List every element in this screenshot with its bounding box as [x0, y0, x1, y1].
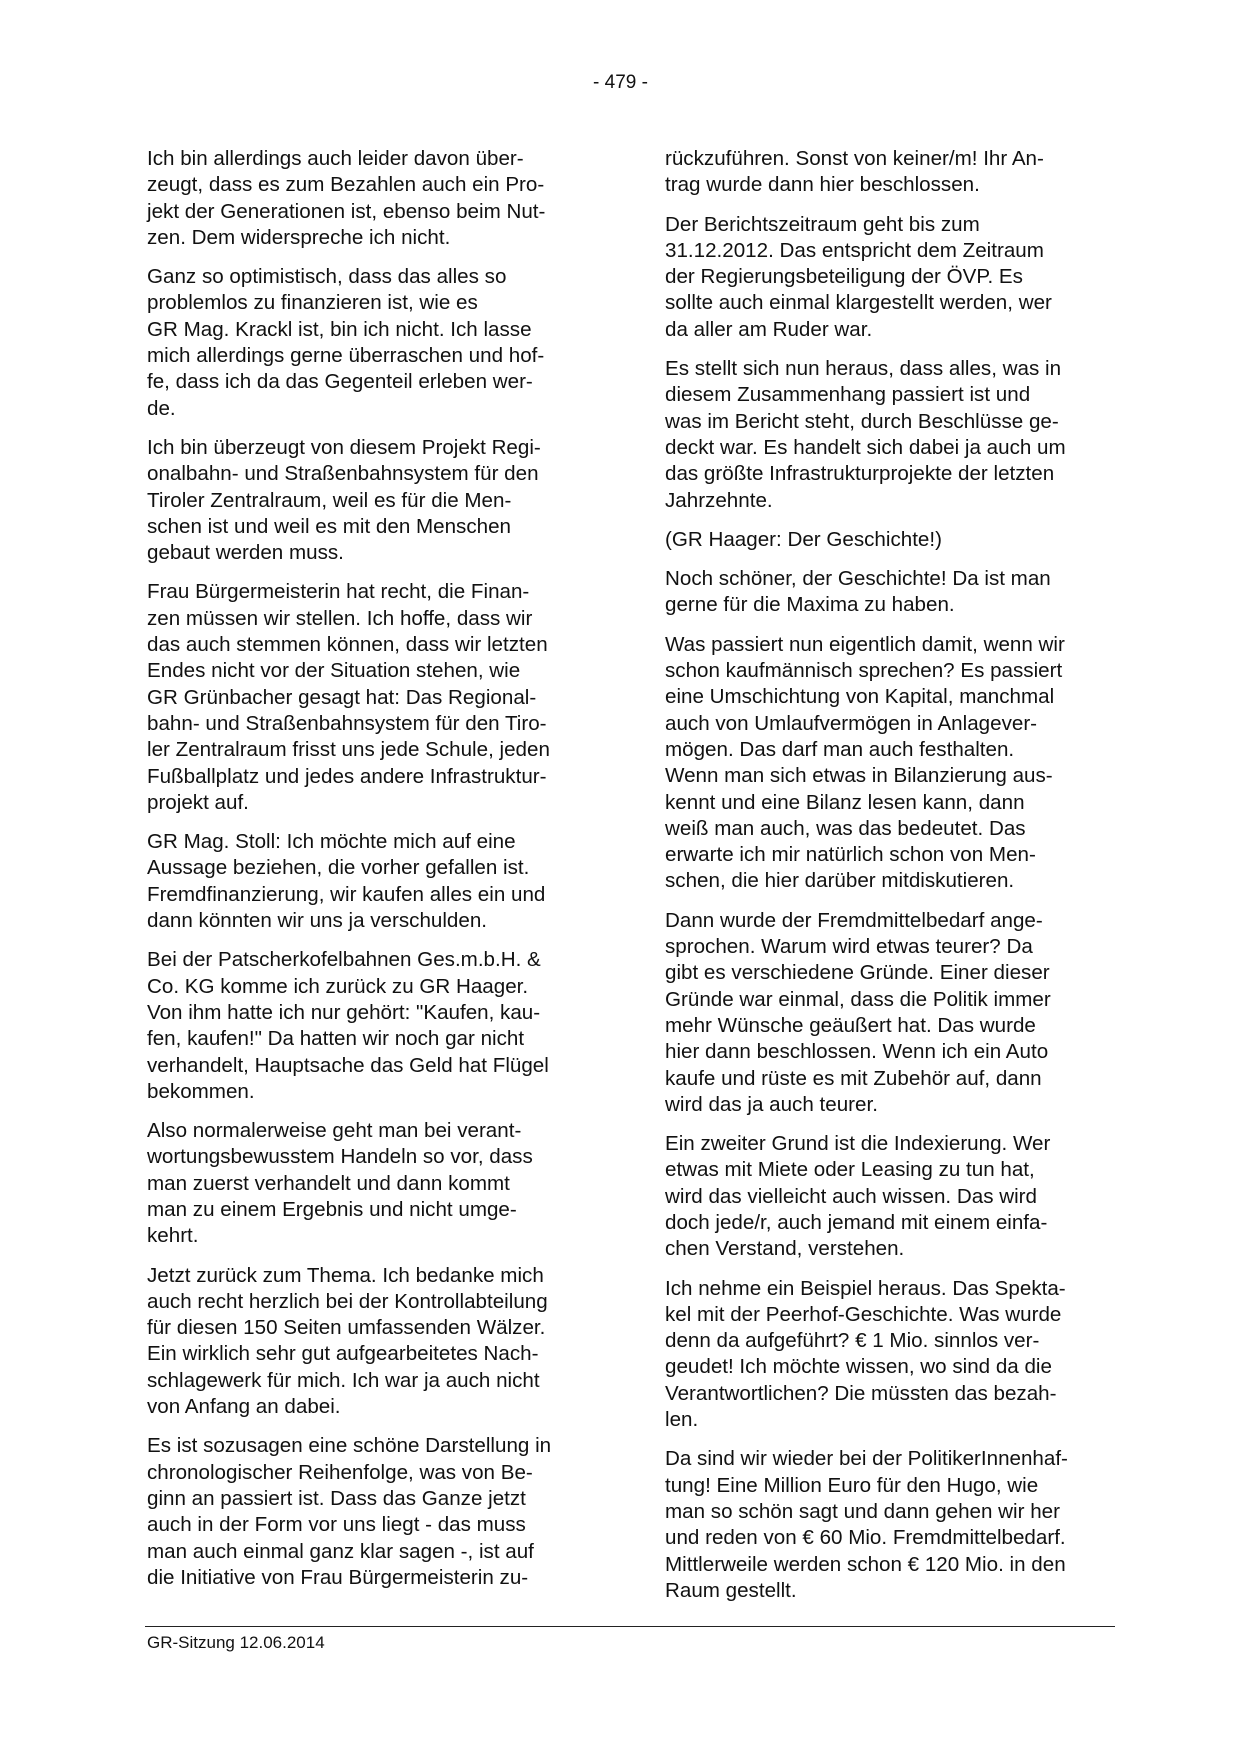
- paragraph: Frau Bürgermeisterin hat recht, die Finan- zen müssen wir stellen. Ich hoffe, dass wir das auch stemmen können, dass wir letzten Endes nicht vor der Situation stehen, wie GR Grünbacher gesagt hat: Das Regional- bahn- und Straßenbahnsystem für den Tiro- ler Zentralraum frisst uns jede Schule, jeden Fußballplatz und jedes andere Infrastruktur- projekt auf.: [147, 580, 550, 814]
- paragraph: Ich nehme ein Beispiel heraus. Das Spekta- kel mit der Peerhof-Geschichte. Was wurde denn da aufgeführt? € 1 Mio. sinnlos ver- geudet! Ich möchte wissen, wo sind da die Verantwortlichen? Die müssten das bezah- len.: [665, 1276, 1066, 1432]
- paragraph: GR Mag. Stoll: Ich möchte mich auf eine Aussage beziehen, die vorher gefallen ist. Fremdfinanzierung, wir kaufen alles ein und dann könnten wir uns ja verschulden.: [147, 830, 546, 933]
- paragraph: Dann wurde der Fremdmittelbedarf ange- sprochen. Warum wird etwas teurer? Da gibt es verschiedene Gründe. Einer dieser Gründe war einmal, dass die Politik immer mehr Wünsche geäußert hat. Das wurde hier dann beschlossen. Wenn ich ein Auto kaufe und rüste es mit Zubehör auf, dann wird das ja auch teurer.: [665, 908, 1051, 1116]
- paragraph: Der Berichtszeitraum geht bis zum 31.12.2012. Das entspricht dem Zeitraum der Regierungsbeteiligung der ÖVP. Es sollte auch einmal klargestellt werden, wer da aller am Ruder war.: [665, 212, 1052, 341]
- left-column: [147, 146, 592, 1604]
- paragraph: Ich bin allerdings auch leider davon über- zeugt, dass es zum Bezahlen auch ein Pro- jekt der Generationen ist, ebenso beim Nut- zen. Dem widerspreche ich nicht.: [147, 147, 546, 249]
- paragraph: rückzuführen. Sonst von keiner/m! Ihr An- trag wurde dann hier beschlossen.: [665, 147, 1044, 197]
- paragraph: Ganz so optimistisch, dass das alles so problemlos zu finanzieren ist, wie es GR Mag. Krackl ist, bin ich nicht. Ich lasse mich allerdings gerne überraschen und hof- fe, dass ich da das Gegenteil erleben wer- de.: [147, 265, 545, 420]
- paragraph: Was passiert nun eigentlich damit, wenn wir schon kaufmännisch sprechen? Es passiert eine Umschichtung von Kapital, manchmal auch von Umlaufvermögen in Anlagever- mögen. Das darf man auch festhalten. Wenn man sich etwas in Bilanzierung aus- kennt und eine Bilanz lesen kann, dann weiß man auch, was das bedeutet. Das erwarte ich mir natürlich schon von Men- schen, die hier darüber mitdiskutieren.: [665, 632, 1065, 893]
- right-column: [665, 146, 1110, 1617]
- paragraph: Jetzt zurück zum Thema. Ich bedanke mich auch recht herzlich bei der Kontrollabteilung für diesen 150 Seiten umfassenden Wälzer. Ein wirklich sehr gut aufgearbeitetes Nach- schlagewerk für mich. Ich war ja auch nicht von Anfang an dabei.: [147, 1263, 548, 1419]
- paragraph: Ein zweiter Grund ist die Indexierung. Wer etwas mit Miete oder Leasing zu tun hat, wird das vielleicht auch wissen. Das wird doch jede/r, auch jemand mit einem einfa- chen Verstand, verstehen.: [665, 1132, 1051, 1261]
- paragraph: Da sind wir wieder bei der PolitikerInnenhaf- tung! Eine Million Euro für den Hugo, wie man so schön sagt und dann gehen wir her und reden von € 60 Mio. Fremdmittelbedarf. Mittlerweile werden schon € 120 Mio. in den Raum gestellt.: [665, 1447, 1068, 1602]
- paragraph: Es ist sozusagen eine schöne Darstellung in chronologischer Reihenfolge, was von Be- ginn an passiert ist. Dass das Ganze jetzt auch in der Form vor uns liegt - das muss man auch einmal ganz klar sagen -, ist auf die Initiative von Frau Bürgermeisterin zu-: [147, 1434, 552, 1589]
- paragraph: Noch schöner, der Geschichte! Da ist man gerne für die Maxima zu haben.: [665, 567, 1051, 617]
- footer-divider: [145, 1626, 1115, 1627]
- footer-session-date: GR-Sitzung 12.06.2014: [147, 1633, 325, 1652]
- page-number: - 479 -: [593, 72, 648, 93]
- paragraph: Es stellt sich nun heraus, dass alles, was in diesem Zusammenhang passiert ist und was im Bericht steht, durch Beschlüsse ge- deckt war. Es handelt sich dabei ja auch um das größte Infrastrukturprojekte der letzten Jahrzehnte.: [665, 357, 1066, 512]
- interjection: (GR Haager: Der Geschichte!): [665, 527, 942, 551]
- paragraph: Also normalerweise geht man bei verant- wortungsbewusstem Handeln so vor, dass man zuerst verhandelt und dann kommt man zu einem Ergebnis und nicht umge- kehrt.: [147, 1119, 533, 1248]
- paragraph: Ich bin überzeugt von diesem Projekt Regi- onalbahn- und Straßenbahnsystem für den Tiroler Zentralraum, weil es für die Men- schen ist und weil es mit den Menschen gebaut werden muss.: [147, 435, 541, 565]
- paragraph: Bei der Patscherkofelbahnen Ges.m.b.H. & Co. KG komme ich zurück zu GR Haager. Von ihm hatte ich nur gehört: "Kaufen, kau- fen, kaufen!" Da hatten wir noch gar nicht verhandelt, Hauptsache das Geld hat Flügel bekommen.: [147, 948, 549, 1103]
